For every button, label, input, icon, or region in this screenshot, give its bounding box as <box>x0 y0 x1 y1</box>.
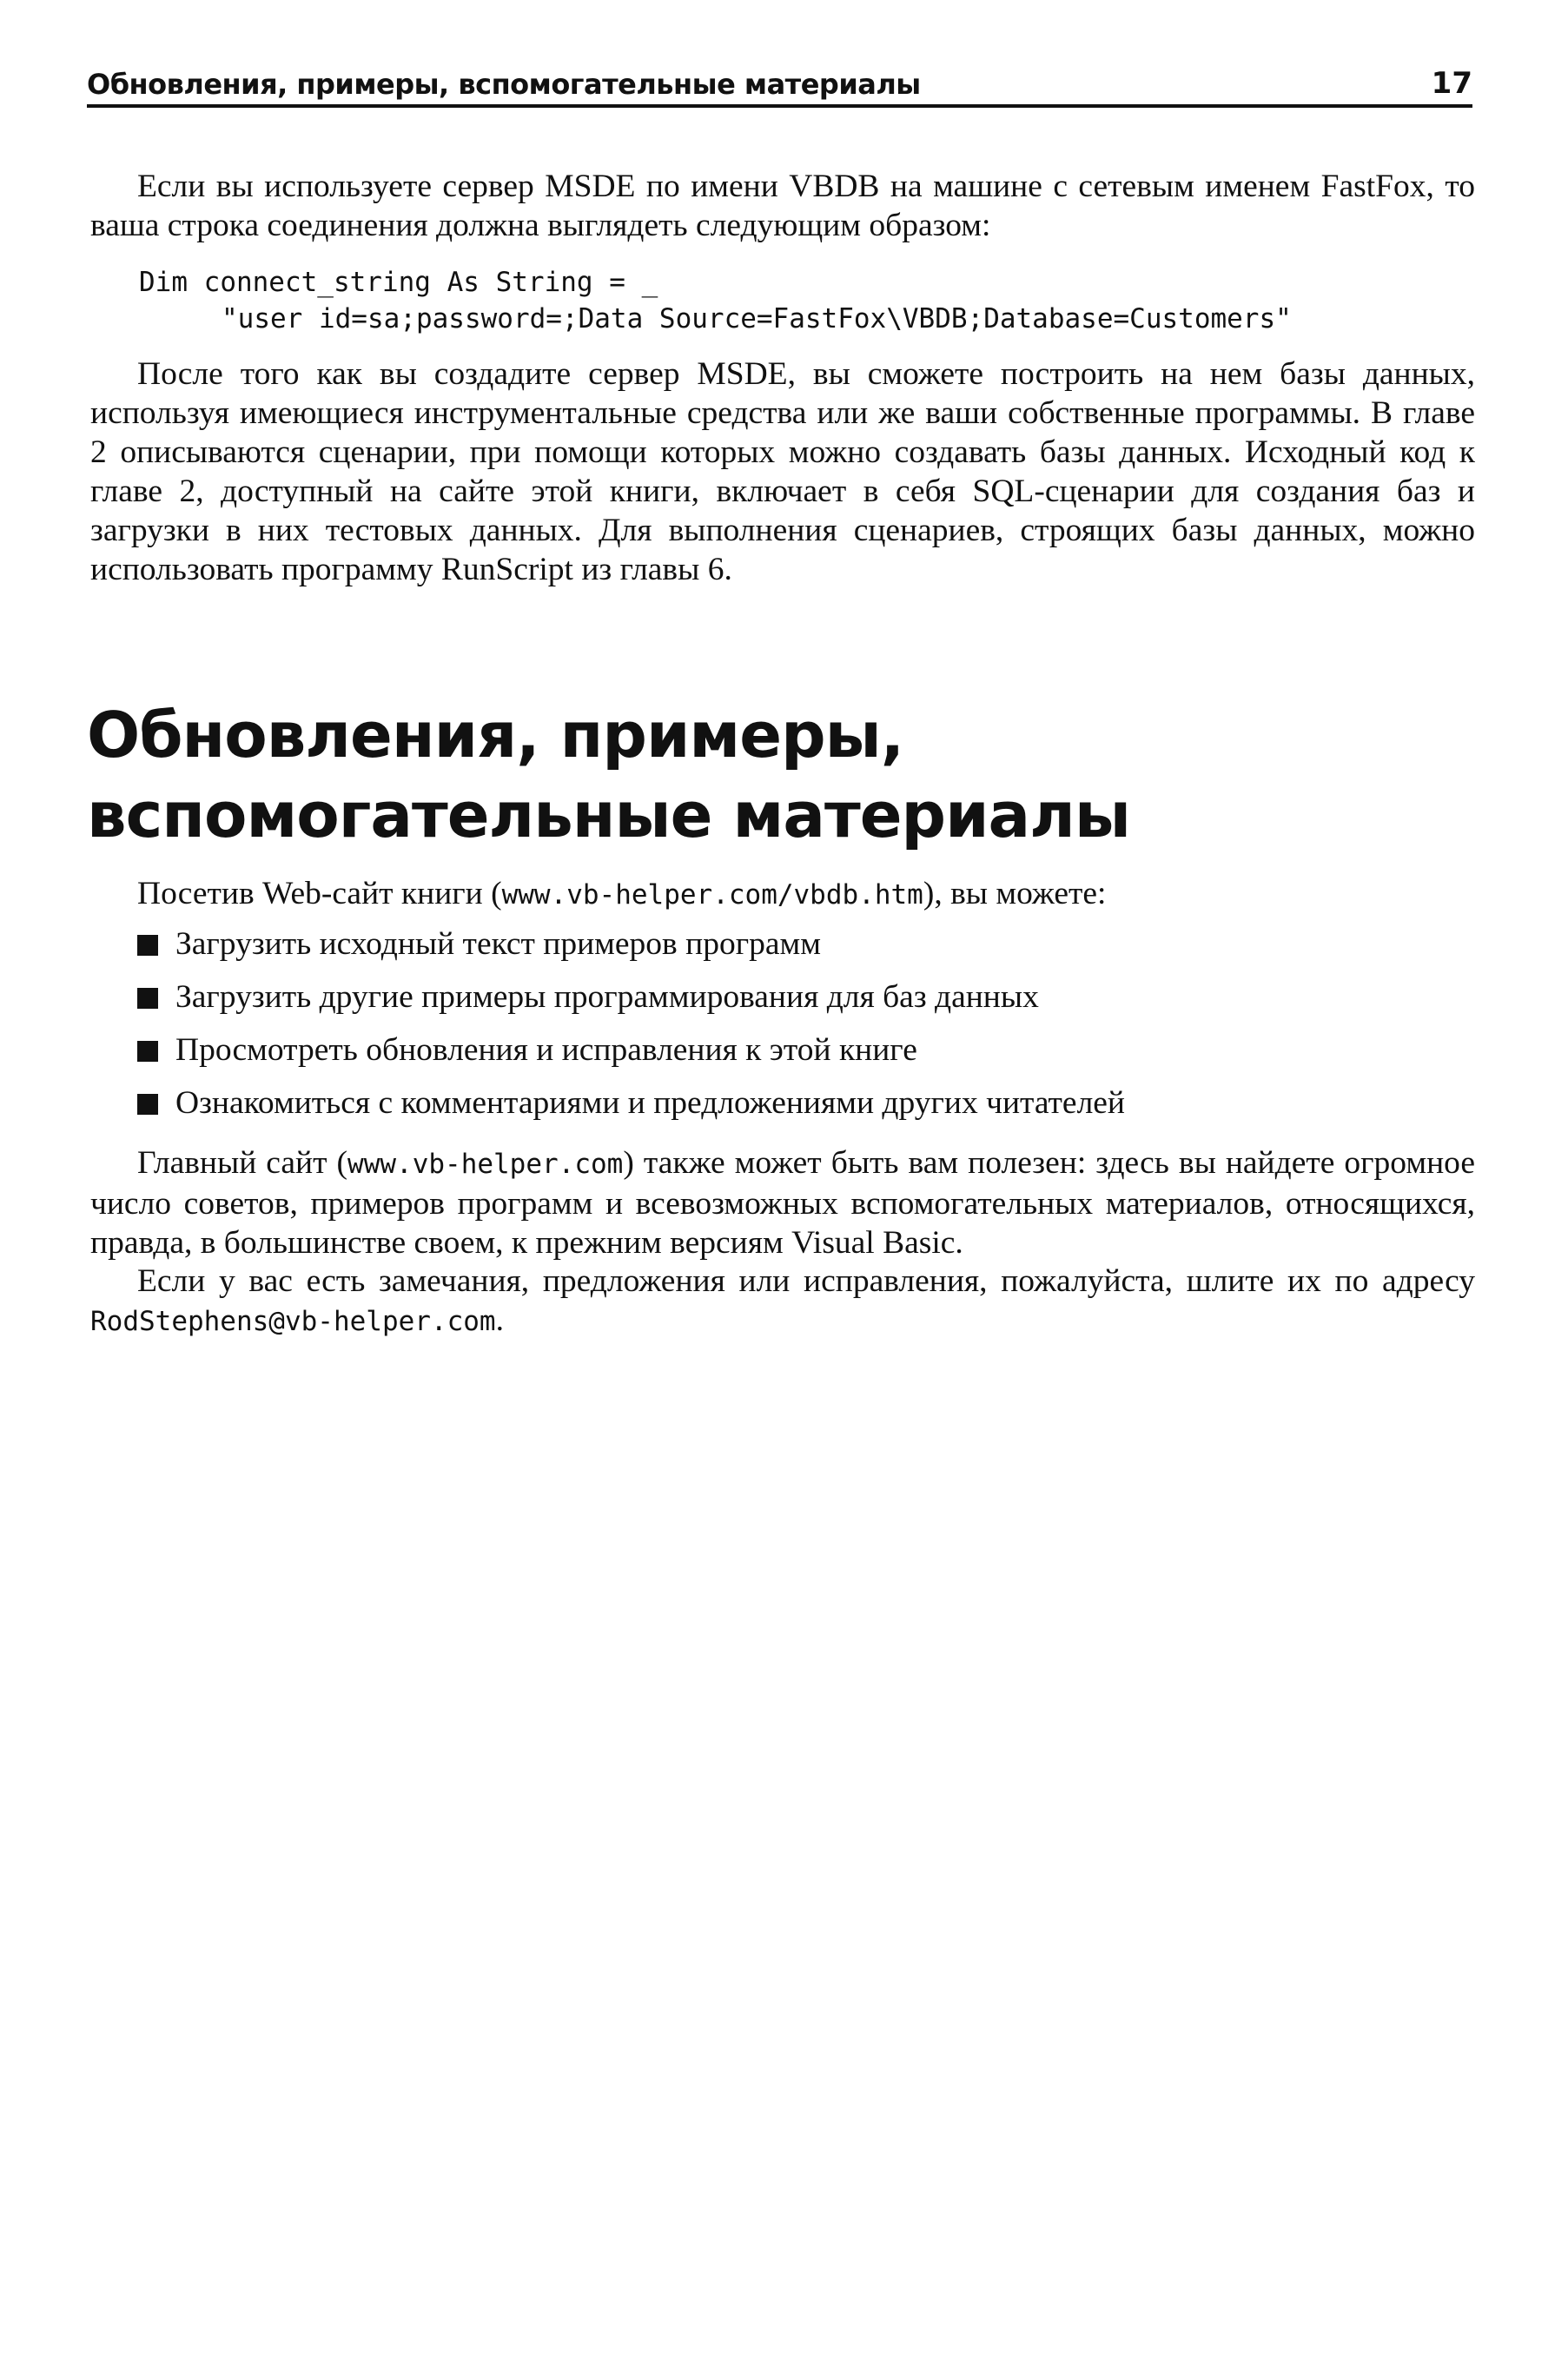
contact-text-after: . <box>495 1302 504 1338</box>
visit-paragraph <box>90 874 1475 915</box>
contact-text-before: Если у вас есть замечания, предложения или исправления, пожалуйста, шлите их по адресу <box>137 1263 1475 1299</box>
section-heading-line-2: вспомогательные материалы <box>87 778 1130 851</box>
code-line-1: Dim connect_string As String = _ <box>139 267 658 298</box>
square-bullet-icon <box>137 988 158 1009</box>
code-line-2: "user id=sa;password=;Data Source=FastFox\VBDB;Database=Customers" <box>222 303 1292 335</box>
running-title: Обновления, примеры, вспомогательные материалы <box>87 68 921 101</box>
running-header <box>87 56 1472 108</box>
list-item-text: Загрузить исходный текст примеров программ <box>175 926 821 962</box>
page-number: 17 <box>1431 66 1472 101</box>
list-item <box>137 1083 1475 1123</box>
section-heading-line-1: Обновления, примеры, <box>87 699 904 772</box>
list-item <box>137 1030 1475 1070</box>
visit-text-before: Посетив Web-сайт книги ( <box>137 876 502 911</box>
book-site-url: www.vb-helper.com/vbdb.htm <box>501 879 923 911</box>
main-site-paragraph <box>90 1143 1475 1262</box>
msde-paragraph: После того как вы создадите сервер MSDE, вы сможете построить на нем базы данных, используя имеющиеся инструментальные средства или же ваши собственные программы. В главе 2 описываются сценарии, при помощи которых можно создавать базы данных. Исходный код к главе 2, доступный на сайте этой книги, включает в себя SQL-сценарии для создания баз и загрузки в них тестовых данных. Для выполнения сценариев, строящих базы данных, можно использовать программу RunScript из главы 6. <box>90 356 1475 587</box>
list-item-text: Просмотреть обновления и исправления к этой книге <box>175 1032 917 1068</box>
intro-paragraph: Если вы используете сервер MSDE по имени VBDB на машине с сетевым именем FastFox, то ваша строка соединения должна выглядеть следующим образом: <box>90 169 1475 243</box>
visit-text-after: ), вы можете: <box>923 876 1107 911</box>
list-item <box>137 924 1475 964</box>
main-site-url: www.vb-helper.com <box>347 1149 624 1180</box>
section-heading <box>87 695 1477 855</box>
square-bullet-icon <box>137 935 158 956</box>
list-item-text: Загрузить другие примеры программирования для баз данных <box>175 979 1039 1015</box>
square-bullet-icon <box>137 1094 158 1115</box>
contact-paragraph <box>90 1262 1475 1341</box>
main-site-text-before: Главный сайт ( <box>137 1145 348 1181</box>
list-item <box>137 977 1475 1017</box>
list-item-text: Ознакомиться с комментариями и предложениями других читателей <box>175 1085 1125 1121</box>
contact-email: RodStephens@vb-helper.com <box>90 1306 496 1337</box>
main-site-text-after: ) также может быть вам полезен: здесь вы найдете огромное число советов, примеров программ и всевозможных вспомогательных материалов, относящихся, правда, в большинстве своем, к прежним версиям Visual Basic. <box>90 1145 1475 1261</box>
features-list <box>137 924 1475 1136</box>
square-bullet-icon <box>137 1041 158 1062</box>
